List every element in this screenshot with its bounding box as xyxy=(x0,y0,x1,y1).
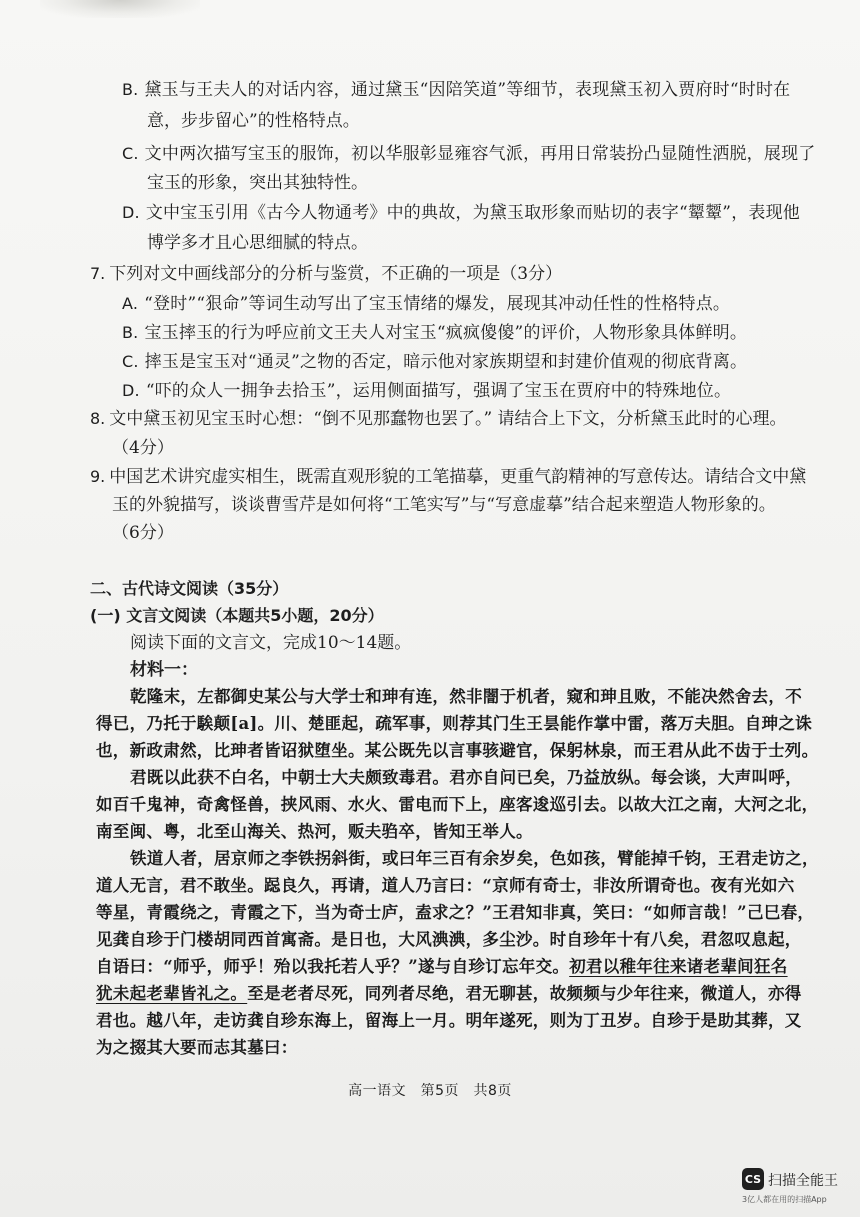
option-letter: D. xyxy=(122,203,140,222)
option-letter: C. xyxy=(122,352,139,371)
question-7 xyxy=(90,263,562,285)
question-9 xyxy=(90,466,806,488)
watermark-name: 扫描全能王 xyxy=(768,1173,838,1189)
q6-option-d-cont: 博学多才且心思细腻的特点。 xyxy=(147,233,368,253)
q7-option-a xyxy=(122,293,762,315)
q6-option-c xyxy=(122,143,816,165)
option-letter: D. xyxy=(122,381,140,400)
passage-line: 等星，青霞绕之，青霞之下，当为奇士庐，盍求之？”王君知非真，笑曰：“如师言哉！”己巳春， xyxy=(96,903,815,922)
section-title: 二、古代诗文阅读（35分） xyxy=(90,579,289,598)
passage-line xyxy=(96,983,802,1005)
option-text: 文中宝玉引用《古今人物通考》中的典故，为黛玉取形象而贴切的表字“颦颦”，表现他 xyxy=(145,203,800,223)
underlined-sentence: 初君以稚年往来诸老辈间狂名 xyxy=(569,957,788,976)
option-text: 黛玉与王夫人的对话内容，通过黛玉“因陪笑道”等细节，表现黛玉初入贾府时“时时在 xyxy=(144,80,791,100)
question-9-line2: 玉的外貌描写，谈谈曹雪芹是如何将“工笔实写”与“写意虚摹”结合起来塑造人物形象的。 xyxy=(112,495,776,515)
cs-logo-icon: CS xyxy=(742,1168,764,1190)
option-text: “吓的众人一拥争去拾玉”，运用侧面描写，强调了宝玉在贾府中的特殊地位。 xyxy=(145,381,732,401)
passage-line: 君也。越八年，走访龚自珍东海上，留海上一月。明年遂死，则为丁丑岁。自珍于是助其葬，又 xyxy=(96,1011,802,1030)
passage-line xyxy=(96,956,788,978)
subsection-title: (一) 文言文阅读（本题共5小题，20分） xyxy=(90,606,384,625)
scanner-watermark xyxy=(742,1168,850,1208)
question-number: 7. xyxy=(90,264,106,283)
option-text: 摔玉是宝玉对“通灵”之物的否定，暗示他对家族期望和封建价值观的彻底背离。 xyxy=(144,352,748,372)
passage-line: 南至闽、粤，北至山海关、热河，贩夫驺卒，皆知王举人。 xyxy=(96,822,533,841)
passage-text: 自语曰：“师乎，师乎！殆以我托若人乎？”遂与自珍订忘年交。 xyxy=(96,957,570,976)
passage-line: 得已，乃托于騃颠[a]。川、楚匪起，疏军事，则荐其门生王昙能作掌中雷，落万夫胆。自珅之诛 xyxy=(96,714,813,733)
option-text: 宝玉摔玉的行为呼应前文王夫人对宝玉“疯疯傻傻”的评价，人物形象具体鲜明。 xyxy=(144,323,748,343)
q6-option-b-cont: 意，步步留心”的性格特点。 xyxy=(147,111,360,131)
option-text: 文中两次描写宝玉的服饰，初以华服彰显雍容气派，再用日常装扮凸显随性洒脱，展现了 xyxy=(144,144,816,164)
passage-line: 为之掇其大要而志其墓曰： xyxy=(96,1038,298,1057)
q6-option-d xyxy=(122,202,800,224)
page-footer: 高一语文 第5页 共8页 xyxy=(348,1083,512,1099)
option-letter: C. xyxy=(122,144,139,163)
passage-line: 乾隆末，左都御史某公与大学士和珅有连，然非闇于机者，窥和珅且败，不能决然舍去，不 xyxy=(130,687,802,706)
passage-line: 见龚自珍于门楼胡同西首寓斋。是日也，大风淟淟，多尘沙。时自珍年十有八矣，君忽叹息起， xyxy=(96,930,802,949)
q7-option-d xyxy=(122,380,762,402)
question-stem: 下列对文中画线部分的分析与鉴赏，不正确的一项是（3分） xyxy=(109,264,563,284)
option-letter: B. xyxy=(122,323,139,342)
q6-option-c-cont: 宝玉的形象，突出其独特性。 xyxy=(147,173,368,193)
passage-line: 也，新政肃然，比珅者皆诏狱堕坐。某公既先以言事骇避官，保躬林泉，而王君从此不齿于士列。 xyxy=(96,741,819,760)
scan-stain xyxy=(40,0,200,18)
watermark-slogan: 3亿人都在用的扫描App xyxy=(742,1195,827,1204)
question-stem: 中国艺术讲究虚实相生，既需直观形貌的工笔描摹，更重气韵精神的写意传达。请结合文中黛 xyxy=(109,467,807,487)
q7-option-c xyxy=(122,351,762,373)
passage-line: 如百千鬼神，奇禽怪兽，挟风雨、水火、雷电而下上，座客逡巡引去。以故大江之南，大河之北， xyxy=(96,795,819,814)
q7-option-b xyxy=(122,322,762,344)
material-label: 材料一： xyxy=(130,660,198,680)
q6-option-b xyxy=(122,79,791,101)
passage-text: 至是老者尽死，同列者尽绝，君无聊甚，故频频与少年往来，微道人，亦得 xyxy=(247,984,802,1003)
option-letter: B. xyxy=(122,80,139,99)
option-text: “登时”“狠命”等词生动写出了宝玉情绪的爆发，展现其冲动任性的性格特点。 xyxy=(144,294,731,314)
question-8 xyxy=(90,408,787,430)
passage-line: 道人无言，君不敢坐。跽良久，再请，道人乃言曰：“京师有奇士，非汝所谓奇也。夜有光如六 xyxy=(96,876,795,895)
question-9-score: （6分） xyxy=(112,523,174,543)
instruction: 阅读下面的文言文，完成10～14题。 xyxy=(130,633,412,653)
option-letter: A. xyxy=(122,294,139,313)
question-8-score: （4分） xyxy=(112,438,174,458)
question-number: 9. xyxy=(90,467,106,486)
passage-line: 君既以此获不白名，中朝士大夫颇致毒君。君亦自问已矣，乃益放纵。每会谈，大声叫呼， xyxy=(130,768,802,787)
underlined-sentence-end: 犹未起老辈皆礼之。 xyxy=(96,984,248,1003)
question-number: 8. xyxy=(90,409,106,428)
passage-line: 铁道人者，居京师之李铁拐斜街，或曰年三百有余岁矣，色如孩，臂能掉千钧，王君走访之， xyxy=(130,849,819,868)
question-stem: 文中黛玉初见宝玉时心想：“倒不见那蠢物也罢了。” 请结合上下文，分析黛玉此时的心理。 xyxy=(109,409,787,429)
